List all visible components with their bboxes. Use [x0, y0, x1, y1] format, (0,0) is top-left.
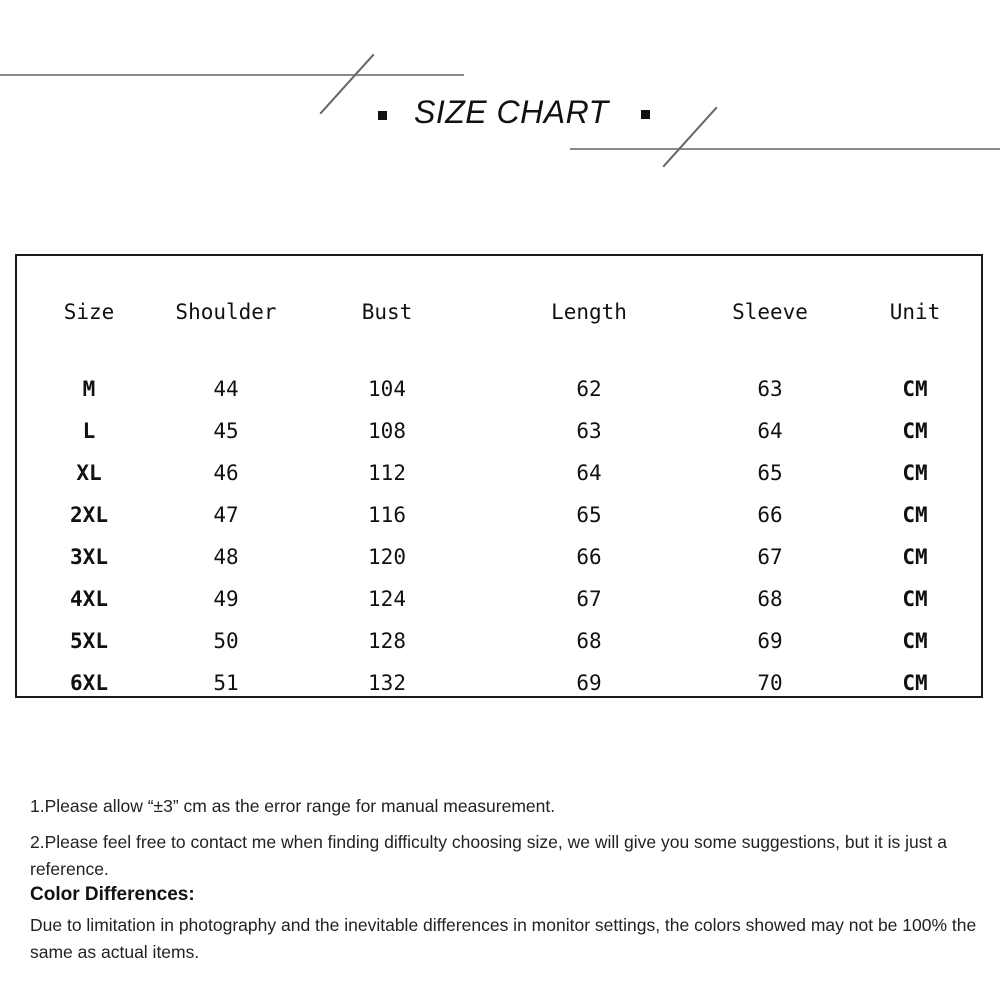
cell-unit: CM [902, 671, 928, 695]
cell-shoulder: 46 [213, 461, 239, 485]
header-sleeve: Sleeve [732, 300, 808, 324]
cell-bust: 120 [368, 545, 406, 569]
header-length: Length [551, 300, 627, 324]
cell-bust: 108 [368, 419, 406, 443]
cell-length: 67 [576, 587, 602, 611]
header-unit: Unit [889, 300, 941, 324]
color-differences-text: Due to limitation in photography and the inevitable differences in monitor settings, the colors showed may not be 100% the same as actual items. [30, 915, 977, 962]
cell-size: 5XL [70, 629, 108, 653]
cell-bust: 132 [368, 671, 406, 695]
cell-sleeve: 63 [757, 377, 783, 401]
cell-size: 4XL [70, 587, 108, 611]
cell-size: L [82, 419, 96, 443]
header-slash-left [319, 54, 374, 115]
cell-unit: CM [902, 629, 928, 653]
cell-sleeve: 65 [757, 461, 783, 485]
cell-sleeve: 68 [757, 587, 783, 611]
note-contact: 2.Please feel free to contact me when finding difficulty choosing size, we will give you some suggestions, but it is just a reference. [30, 832, 947, 879]
cell-sleeve: 70 [757, 671, 783, 695]
cell-unit: CM [902, 545, 928, 569]
cell-unit: CM [902, 587, 928, 611]
title-bullet-right [641, 110, 650, 119]
cell-sleeve: 64 [757, 419, 783, 443]
cell-shoulder: 45 [213, 419, 239, 443]
color-differences-heading: Color Differences: [30, 884, 195, 905]
cell-shoulder: 50 [213, 629, 239, 653]
cell-size: 6XL [70, 671, 108, 695]
cell-sleeve: 69 [757, 629, 783, 653]
cell-length: 66 [576, 545, 602, 569]
cell-bust: 128 [368, 629, 406, 653]
cell-length: 69 [576, 671, 602, 695]
header-slash-right [662, 107, 717, 168]
header-line-right [570, 148, 1000, 150]
cell-length: 62 [576, 377, 602, 401]
header-shoulder: Shoulder [175, 300, 277, 324]
cell-size: XL [76, 461, 102, 485]
cell-bust: 112 [368, 461, 406, 485]
cell-sleeve: 67 [757, 545, 783, 569]
size-table [15, 254, 983, 698]
cell-sleeve: 66 [757, 503, 783, 527]
cell-shoulder: 44 [213, 377, 239, 401]
cell-unit: CM [902, 503, 928, 527]
cell-length: 65 [576, 503, 602, 527]
cell-bust: 116 [368, 503, 406, 527]
note-error-range: 1.Please allow “±3” cm as the error range for manual measurement. [30, 796, 556, 816]
cell-unit: CM [902, 419, 928, 443]
cell-bust: 104 [368, 377, 406, 401]
cell-length: 64 [576, 461, 602, 485]
title-bullet-left [378, 111, 387, 120]
cell-unit: CM [902, 461, 928, 485]
header-bust: Bust [361, 300, 413, 324]
header-size: Size [63, 300, 115, 324]
cell-unit: CM [902, 377, 928, 401]
header-line-left [0, 74, 464, 76]
cell-size: 2XL [70, 503, 108, 527]
cell-bust: 124 [368, 587, 406, 611]
cell-size: M [82, 377, 96, 401]
cell-shoulder: 49 [213, 587, 239, 611]
cell-shoulder: 47 [213, 503, 239, 527]
cell-size: 3XL [70, 545, 108, 569]
cell-shoulder: 48 [213, 545, 239, 569]
page-title: SIZE CHART [414, 94, 609, 130]
cell-shoulder: 51 [213, 671, 239, 695]
cell-length: 68 [576, 629, 602, 653]
cell-length: 63 [576, 419, 602, 443]
